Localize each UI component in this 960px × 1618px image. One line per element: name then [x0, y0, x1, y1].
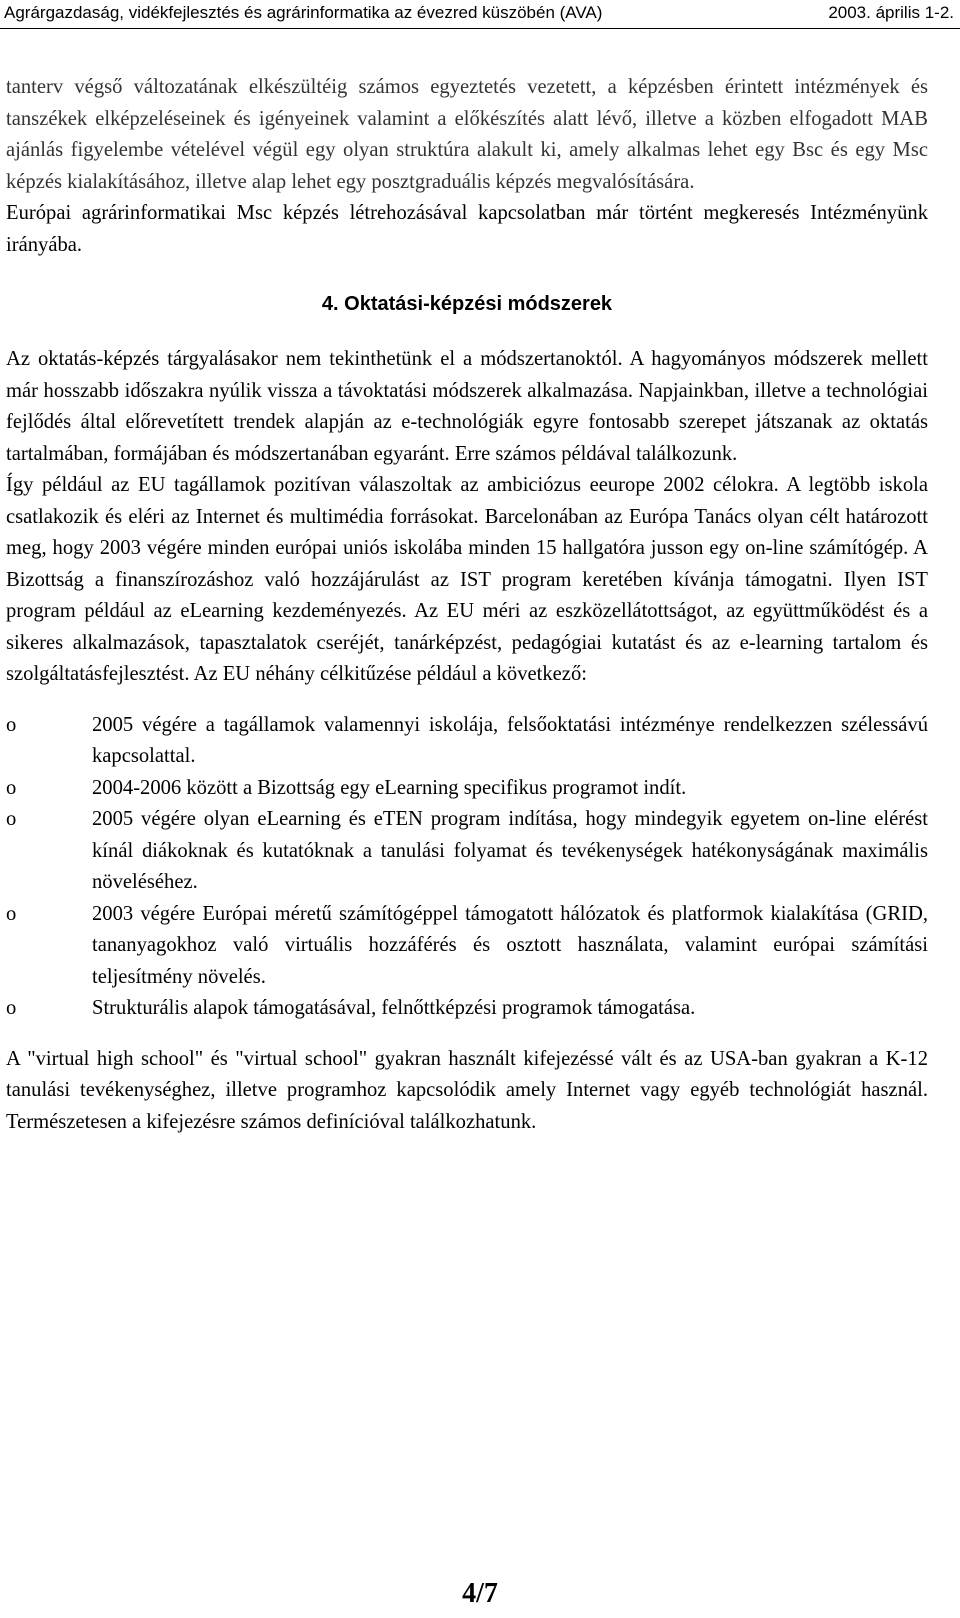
bullet-marker: o: [6, 776, 17, 799]
paragraph-1: Az oktatás-képzés tárgyalásakor nem tekinthetünk el a módszertanoktól. A hagyományos módszerek mellett már hosszabb időszakra nyúlik vissza a távoktatási módszerek alkalmazása. Napjainkban, illetve a technológiai fejlődés által előrevetített trendek alapján az e-technológiák egyre fontosabb szerepet játszanak az oktatás tartalmában, formájában és módszertanában egyaránt. Erre számos példával találkozunk.: [6, 348, 928, 465]
header-rule: [0, 28, 960, 29]
bullet-marker: o: [6, 902, 17, 925]
list-item: [6, 804, 928, 899]
list-item-text: Strukturális alapok támogatásával, felnőttképzési programok támogatása.: [92, 997, 696, 1019]
running-header: [0, 0, 960, 32]
list-item: [6, 899, 928, 994]
bullet-marker: o: [6, 713, 17, 736]
header-conference-title: Agrárgazdaság, vidékfejlesztés és agrárinformatika az évezred küszöbén (AVA): [4, 3, 603, 22]
bullet-marker: o: [6, 997, 17, 1019]
list-item-text: 2004-2006 között a Bizottság egy eLearning specifikus programot indít.: [92, 776, 687, 799]
list-item: [6, 773, 928, 805]
list-item: [6, 993, 928, 1025]
goals-list: [6, 710, 928, 1025]
paragraph-3: A "virtual high school" és "virtual school" gyakran használt kifejezéssé vált és az USA-ban gyakran a K-12 tanulási tevékenységhez, illetve programhoz kapcsolódik amely Internet vagy egyéb technológiát használ. Természetesen a kifejezésre számos definícióval találkozhatunk.: [6, 1047, 928, 1133]
paragraph-2: Így például az EU tagállamok pozitívan válaszoltak az ambiciózus eeurope 2002 célokra. A legtöbb iskola csatlakozik és eléri az Internet és multimédia forrásokat. Barcelonában az Európa Tanács olyan célt határozott meg, hogy 2003 végére minden európai uniós iskolába minden 15 hallgatóra jusson egy on-line számítógép. A Bizottság a finanszírozáshoz való hozzájárulást az IST program keretében kívánja támogatni. Ilyen IST program például az eLearning kezdeményezés. Az EU méri az eszközellátottságot, az együttműködést és a sikeres alkalmazások, tapasztalatok cseréjét, tanárképzést, pedagógiai kutatást és az e-learning tartalom és szolgáltatásfejlesztést. Az EU néhány célkitűzése például a következő:: [6, 474, 928, 685]
bullet-marker: o: [6, 808, 17, 830]
intro-paragraph: tanterv végső változatának elkészültéig számos egyeztetés vezetett, a képzésben érintett intézmények és tanszékek elképzeléseinek és igényeinek valamint a előkészítés alatt lévő, illetve a közben elfogadott MAB ajánlás figyelembe vételével végül egy olyan struktúra alakult ki, amely alkalmas lehet egy Bsc és egy Msc képzés kialakításához, illetve alap lehet egy posztgraduális képzés megvalósítására.: [6, 76, 928, 193]
section-heading: 4. Oktatási-képzési módszerek: [321, 293, 613, 315]
page-number: 4/7: [462, 1578, 498, 1609]
list-item: [6, 710, 928, 773]
page-body: [6, 72, 928, 1138]
header-date: 2003. április 1-2.: [828, 3, 954, 22]
list-item-text: 2005 végére olyan eLearning és eTEN program indítása, hogy mindegyik egyetem on-line elérést kínál diákoknak és kutatóknak a tanulási folyamat és tevékenységek hatékonyságának maximális növeléséhez.: [92, 808, 928, 893]
list-item-text: 2003 végére Európai méretű számítógéppel támogatott hálózatok és platformok kialakítása (GRID, tananyagokhoz való virtuális hozzáférés és osztott használata, valamint európai számítási teljesítmény növelés.: [92, 902, 928, 988]
intro-paragraph-2: Európai agrárinformatikai Msc képzés létrehozásával kapcsolatban már történt megkeresés Intézményünk irányába.: [6, 202, 928, 256]
list-item-text: 2005 végére a tagállamok valamennyi iskolája, felsőoktatási intézménye rendelkezzen szélessávú kapcsolattal.: [92, 713, 928, 767]
